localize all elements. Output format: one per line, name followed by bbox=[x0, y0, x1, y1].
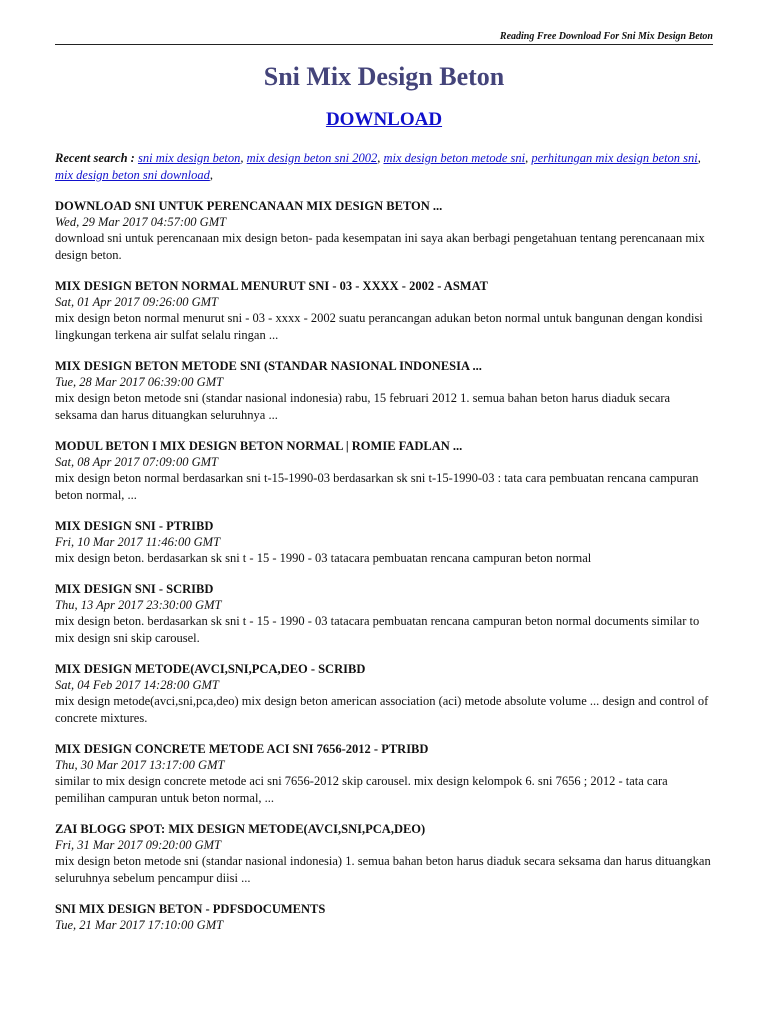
result-date: Sat, 08 Apr 2017 07:09:00 GMT bbox=[55, 455, 218, 469]
result-date: Thu, 13 Apr 2017 23:30:00 GMT bbox=[55, 598, 222, 612]
recent-search-link[interactable]: sni mix design beton bbox=[137, 151, 241, 165]
recent-search-link[interactable]: perhitungan mix design beton sni bbox=[531, 151, 698, 165]
result-date: Sat, 01 Apr 2017 09:26:00 GMT bbox=[55, 295, 218, 309]
result-title: MIX DESIGN SNI - SCRIBD bbox=[55, 582, 214, 596]
result-item bbox=[55, 661, 713, 727]
result-item bbox=[55, 518, 713, 567]
results-list bbox=[55, 198, 713, 933]
result-item bbox=[55, 741, 713, 807]
result-title: SNI MIX DESIGN BETON - PDFSDOCUMENTS bbox=[55, 902, 326, 916]
result-item bbox=[55, 438, 713, 504]
result-date: Tue, 21 Mar 2017 17:10:00 GMT bbox=[55, 918, 224, 932]
result-date: Fri, 31 Mar 2017 09:20:00 GMT bbox=[55, 838, 221, 852]
result-title: MIX DESIGN BETON NORMAL MENURUT SNI - 03 - XXXX - 2002 - ASMAT bbox=[55, 279, 489, 293]
result-title: MODUL BETON I MIX DESIGN BETON NORMAL | ROMIE FADLAN ... bbox=[55, 439, 463, 453]
recent-search-link[interactable]: mix design beton sni download bbox=[55, 168, 210, 182]
result-item bbox=[55, 821, 713, 887]
recent-search-link[interactable]: mix design beton metode sni bbox=[383, 151, 526, 165]
download-link[interactable]: DOWNLOAD bbox=[325, 109, 443, 130]
running-header: Reading Free Download For Sni Mix Design Beton bbox=[55, 0, 713, 45]
result-snippet: download sni untuk perencanaan mix design beton- pada kesempatan ini saya akan berbagi pengetahuan tentang perencanaan mix design beton. bbox=[55, 231, 705, 262]
page-title: Sni Mix Design Beton bbox=[263, 62, 505, 91]
result-snippet: mix design beton. berdasarkan sk sni t - 15 - 1990 - 03 tatacara pembuatan rencana campuran beton normal bbox=[55, 551, 592, 565]
result-snippet: mix design beton normal menurut sni - 03 - xxxx - 2002 suatu perancangan adukan beton normal untuk bangunan dengan kondisi lingkungan terkena air sulfat selalu ringan ... bbox=[55, 311, 703, 342]
result-item bbox=[55, 358, 713, 424]
result-date: Sat, 04 Feb 2017 14:28:00 GMT bbox=[55, 678, 219, 692]
result-title: ZAI BLOGG SPOT: MIX DESIGN METODE(AVCI,SNI,PCA,DEO) bbox=[55, 822, 426, 836]
result-date: Wed, 29 Mar 2017 04:57:00 GMT bbox=[55, 215, 227, 229]
result-snippet: mix design beton metode sni (standar nasional indonesia) 1. semua bahan beton harus diaduk secara seksama dan harus dituangkan seluruhnya sebelum pencampur diisi ... bbox=[55, 854, 711, 885]
recent-search: Recent search : sni mix design beton, mix design beton sni 2002, mix design beton metode sni, perhitungan mix design beton sni, mix design beton sni download, bbox=[55, 151, 701, 182]
result-title: DOWNLOAD SNI UNTUK PERENCANAAN MIX DESIGN BETON ... bbox=[55, 199, 443, 213]
result-item bbox=[55, 901, 713, 933]
result-snippet: mix design beton normal berdasarkan sni t-15-1990-03 berdasarkan sk sni t-15-1990-03 : tata cara pembuatan rencana campuran beton normal, ... bbox=[55, 471, 699, 502]
recent-search-link[interactable]: mix design beton sni 2002 bbox=[246, 151, 378, 165]
result-item bbox=[55, 581, 713, 647]
recent-search-label: Recent search : bbox=[55, 151, 135, 165]
result-date: Thu, 30 Mar 2017 13:17:00 GMT bbox=[55, 758, 225, 772]
result-snippet: mix design beton metode sni (standar nasional indonesia) rabu, 15 februari 2012 1. semua bahan beton harus diaduk secara seksama dan harus dituangkan seluruhnya ... bbox=[55, 391, 671, 422]
result-title: MIX DESIGN CONCRETE METODE ACI SNI 7656-2012 - PTRIBD bbox=[55, 742, 429, 756]
result-item bbox=[55, 198, 713, 264]
result-snippet: mix design metode(avci,sni,pca,deo) mix design beton american association (aci) metode absolute volume ... design and control of concrete mixtures. bbox=[55, 694, 709, 725]
download-section bbox=[55, 108, 713, 133]
document-page bbox=[55, 0, 713, 933]
result-date: Fri, 10 Mar 2017 11:46:00 GMT bbox=[55, 535, 221, 549]
result-title: MIX DESIGN SNI - PTRIBD bbox=[55, 519, 214, 533]
result-title: MIX DESIGN METODE(AVCI,SNI,PCA,DEO - SCRIBD bbox=[55, 662, 366, 676]
result-date: Tue, 28 Mar 2017 06:39:00 GMT bbox=[55, 375, 224, 389]
result-title: MIX DESIGN BETON METODE SNI (STANDAR NASIONAL INDONESIA ... bbox=[55, 359, 482, 373]
result-snippet: similar to mix design concrete metode aci sni 7656-2012 skip carousel. mix design kelompok 6. sni 7656 ; 2012 - tata cara pemilihan campuran untuk beton normal, ... bbox=[55, 774, 668, 805]
result-item bbox=[55, 278, 713, 344]
result-snippet: mix design beton. berdasarkan sk sni t - 15 - 1990 - 03 tatacara pembuatan rencana campuran beton normal documents similar to mix design sni skip carousel. bbox=[55, 614, 700, 645]
